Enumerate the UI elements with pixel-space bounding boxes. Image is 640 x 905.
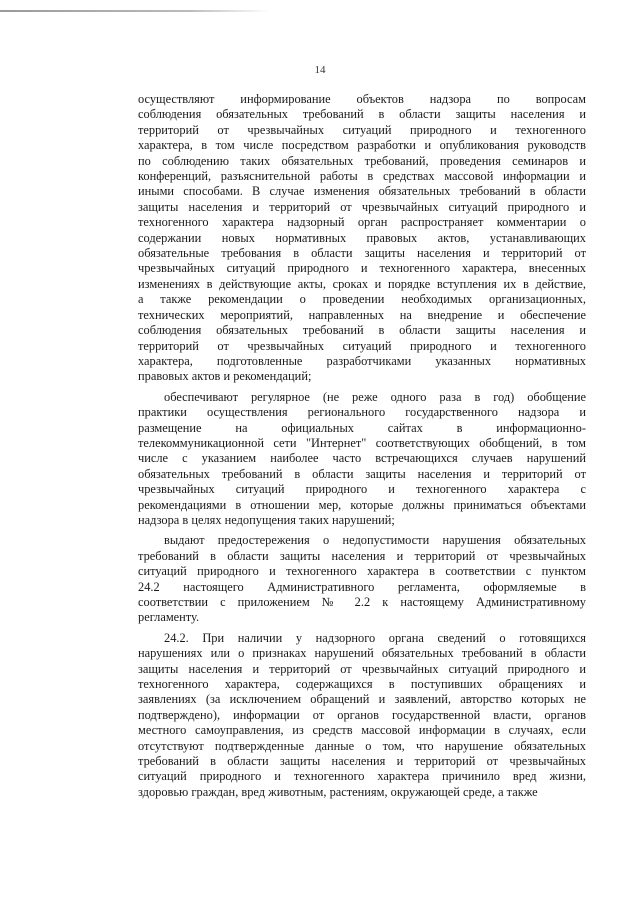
text-line: числе с указанием наиболее часто встречающихся случаев нарушений: [138, 451, 586, 466]
text-line: надзора в целях недопущения таких нарушений;: [138, 512, 395, 527]
text-line: размещение на официальных сайтах в информационно-: [138, 420, 586, 435]
text-line: местного самоуправления, из средств массовой информации в случаях, если: [138, 723, 586, 738]
text-line: осуществляют информирование объектов надзора по вопросам: [138, 92, 586, 106]
text-line: территорий от чрезвычайных ситуаций природного и техногенного: [138, 338, 586, 353]
text-line: заявлениях (за исключением обращений и заявлений, авторство которых не: [138, 692, 586, 707]
text-line: иными способами. В случае изменения обязательных требований в области: [138, 184, 586, 199]
text-line: соответствии с приложением № 2.2 к настоящему Административному: [138, 595, 586, 609]
text-line: конференций, разъяснительной работы в средствах массовой информации и: [138, 169, 586, 184]
text-line: а также рекомендации о проведении необходимых организационных,: [138, 292, 586, 307]
text-line: техногенного характера, содержащихся в поступивших обращениях и: [138, 677, 586, 692]
text-line: содержании новых нормативных правовых актов, устанавливающих: [138, 230, 586, 245]
paragraph-informing: [138, 92, 586, 385]
text-line: требований в области защиты населения и территорий от чрезвычайных: [138, 754, 586, 769]
text-line: отсутствуют подтвержденные данные о том, что нарушение обязательных: [138, 738, 586, 753]
text-line: чрезвычайных ситуаций природного и техногенного характера с: [138, 482, 586, 497]
text-line: защиты населения и территорий от чрезвычайных ситуаций природного и: [138, 661, 586, 676]
document-body: [138, 92, 586, 800]
text-line: правовых актов и рекомендаций;: [138, 369, 312, 384]
text-line: 24.2. При наличии у надзорного органа сведений о готовящихся: [164, 630, 586, 645]
text-line: ситуаций природного и техногенного характера причинило вред жизни,: [138, 769, 586, 784]
text-line: характера, в том числе посредством разработки и опубликования руководств: [138, 138, 586, 153]
text-line: подтверждено), информации от органов государственной власти, органов: [138, 707, 586, 722]
text-line: 24.2 настоящего Административного регламента, оформляемые в: [138, 579, 586, 594]
text-line: чрезвычайных ситуаций природного и техногенного характера, внесенных: [138, 261, 586, 276]
text-line: обеспечивают регулярное (не реже одного раза в год) обобщение: [164, 389, 586, 404]
text-line: соблюдения обязательных требований в области защиты населения и: [138, 323, 586, 338]
text-line: регламенту.: [138, 610, 200, 625]
scan-artifact-line: [0, 10, 270, 12]
text-line: защиты населения и территорий от чрезвычайных ситуаций природного и: [138, 199, 586, 214]
paragraph-generalization: [138, 390, 586, 529]
text-line: характера, подготовленные разработчиками указанных нормативных: [138, 353, 586, 368]
text-line: нарушениях или о признаках нарушений обязательных требований в области: [138, 646, 586, 661]
text-line: обязательных требований в области защиты населения и территорий от: [138, 466, 586, 481]
text-line: соблюдения обязательных требований в области защиты населения и: [138, 107, 586, 122]
text-line: территорий от чрезвычайных ситуаций природного и техногенного: [138, 122, 586, 137]
text-line: рекомендациями в отношении мер, которые должны приниматься объектами: [138, 497, 586, 512]
page-number: 14: [314, 64, 326, 76]
text-line: требований в области защиты населения и территорий от чрезвычайных: [138, 548, 586, 563]
text-line: практики осуществления регионального государственного надзора и: [138, 405, 586, 420]
text-line: ситуаций природного и техногенного характера в соответствии с пунктом: [138, 564, 586, 579]
text-line: выдают предостережения о недопустимости нарушения обязательных: [164, 533, 586, 548]
text-line: здоровью граждан, вред животным, растениям, окружающей среде, а также: [138, 784, 538, 799]
text-line: телекоммуникационной сети "Интернет" соответствующих обобщений, в том: [138, 435, 586, 450]
text-line: изменениях в действующие акты, сроках и порядке вступления их в действие,: [138, 276, 586, 291]
text-line: техногенного характера надзорный орган распространяет комментарии о: [138, 215, 586, 230]
text-line: технических мероприятий, направленных на внедрение и обеспечение: [138, 307, 586, 322]
text-line: по соблюдению таких обязательных требований, проведения семинаров и: [138, 153, 586, 168]
paragraph-24-2: [138, 631, 586, 800]
paragraph-warnings: [138, 533, 586, 625]
text-line: обязательные требования в области защиты населения и территорий от: [138, 246, 586, 261]
